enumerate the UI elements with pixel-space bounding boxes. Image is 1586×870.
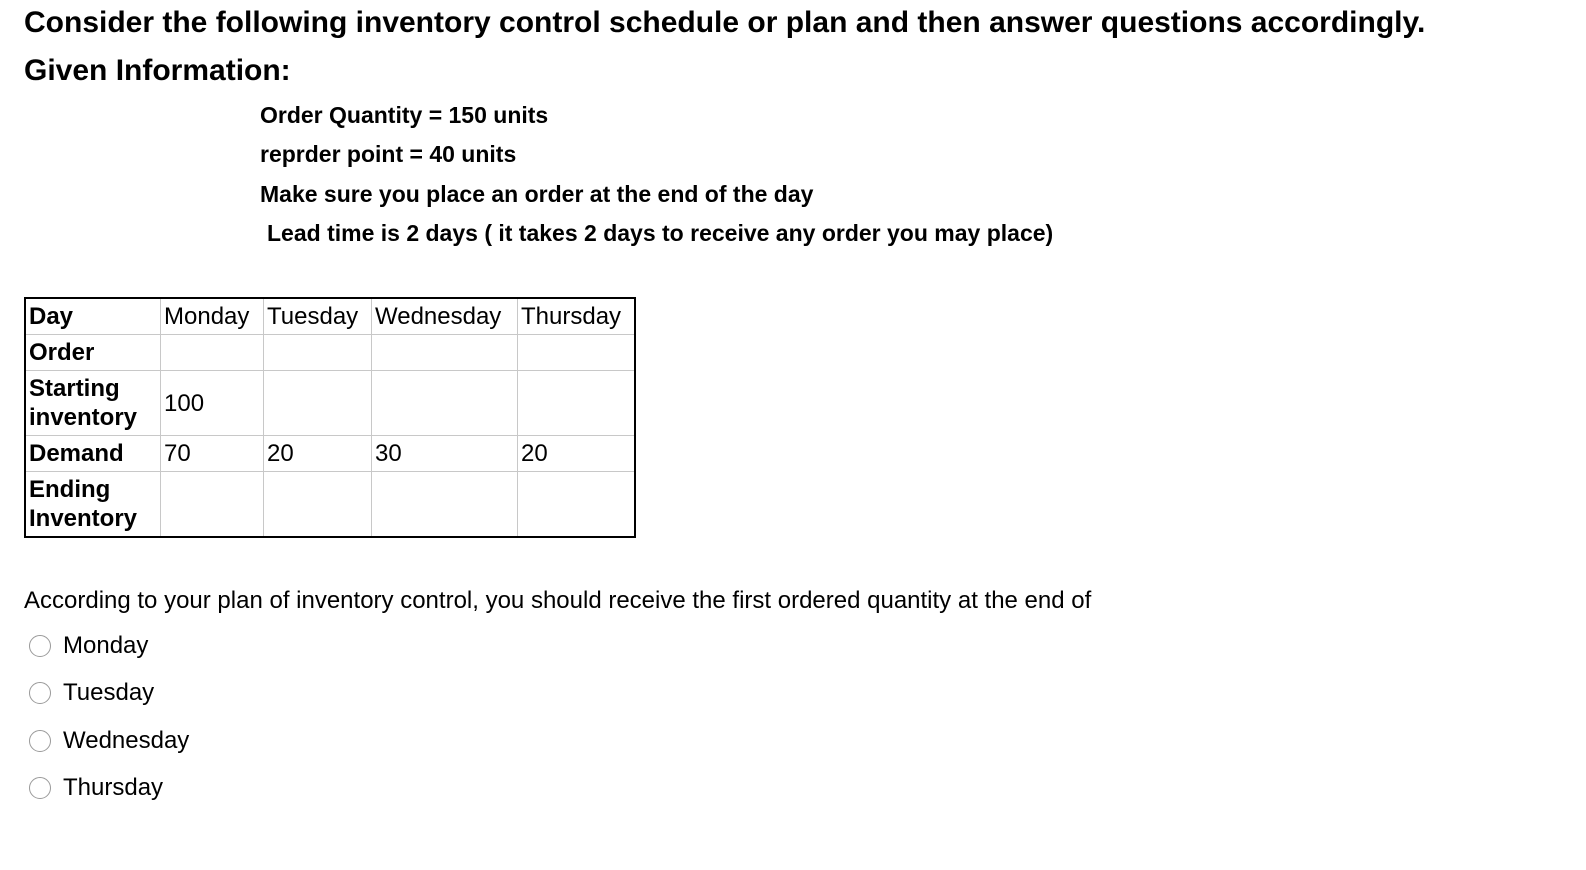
header-cell-monday: Monday bbox=[161, 298, 264, 335]
info-reorder-point: reprder point = 40 units bbox=[260, 141, 517, 167]
starting-cell-tuesday bbox=[264, 371, 372, 436]
table-row-ending-inventory bbox=[25, 472, 635, 538]
radio-button[interactable] bbox=[29, 682, 51, 704]
row-label-day: Day bbox=[25, 298, 161, 335]
inventory-schedule-table bbox=[24, 297, 636, 538]
answer-option-wednesday[interactable] bbox=[29, 725, 189, 757]
order-cell-thursday bbox=[518, 335, 636, 371]
demand-cell-thursday: 20 bbox=[518, 436, 636, 472]
row-label-demand: Demand bbox=[25, 436, 161, 472]
answer-option-tuesday[interactable] bbox=[29, 677, 154, 709]
order-cell-monday bbox=[161, 335, 264, 371]
info-order-timing: Make sure you place an order at the end of the day bbox=[260, 181, 814, 207]
ending-cell-tuesday bbox=[264, 472, 372, 538]
ending-cell-thursday bbox=[518, 472, 636, 538]
table-row-demand bbox=[25, 436, 635, 472]
option-label: Tuesday bbox=[63, 679, 155, 706]
info-lead-time: Lead time is 2 days ( it takes 2 days to receive any order you may place) bbox=[267, 220, 1054, 246]
starting-cell-thursday bbox=[518, 371, 636, 436]
option-label: Monday bbox=[63, 632, 149, 659]
table-row-order bbox=[25, 335, 635, 371]
radio-button[interactable] bbox=[29, 730, 51, 752]
option-label: Thursday bbox=[63, 774, 164, 801]
table-row-day bbox=[25, 298, 635, 335]
demand-cell-wednesday: 30 bbox=[372, 436, 518, 472]
option-label: Wednesday bbox=[63, 727, 190, 754]
order-cell-wednesday bbox=[372, 335, 518, 371]
header-cell-wednesday: Wednesday bbox=[372, 298, 518, 335]
question-text: According to your plan of inventory control, you should receive the first ordered quantity at the end of bbox=[24, 587, 1092, 614]
radio-button[interactable] bbox=[29, 777, 51, 799]
answer-option-monday[interactable] bbox=[29, 630, 148, 662]
demand-cell-monday: 70 bbox=[161, 436, 264, 472]
row-label-ending-inventory: Ending Inventory bbox=[25, 472, 161, 538]
page-title: Consider the following inventory control schedule or plan and then answer questions accordingly. bbox=[24, 6, 1426, 39]
header-cell-thursday: Thursday bbox=[518, 298, 636, 335]
ending-cell-wednesday bbox=[372, 472, 518, 538]
answer-option-thursday[interactable] bbox=[29, 772, 163, 804]
row-label-order: Order bbox=[25, 335, 161, 371]
ending-cell-monday bbox=[161, 472, 264, 538]
radio-button[interactable] bbox=[29, 635, 51, 657]
table-row-starting-inventory bbox=[25, 371, 635, 436]
order-cell-tuesday bbox=[264, 335, 372, 371]
header-cell-tuesday: Tuesday bbox=[264, 298, 372, 335]
given-information-heading: Given Information: bbox=[24, 54, 291, 87]
row-label-starting-inventory: Starting inventory bbox=[25, 371, 161, 436]
demand-cell-tuesday: 20 bbox=[264, 436, 372, 472]
starting-cell-monday: 100 bbox=[161, 371, 264, 436]
starting-cell-wednesday bbox=[372, 371, 518, 436]
info-order-quantity: Order Quantity = 150 units bbox=[260, 102, 549, 128]
